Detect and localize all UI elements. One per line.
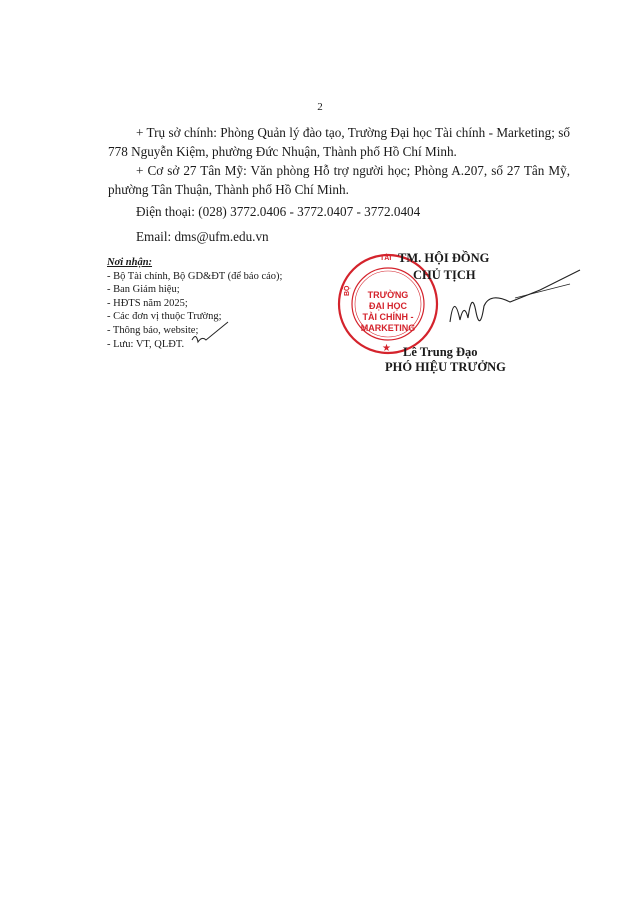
seal-line: TRƯỜNG bbox=[367, 290, 409, 300]
seal-line: TÀI CHÍNH - bbox=[362, 312, 414, 322]
headquarters-text: + Trụ sở chính: Phòng Quản lý đào tạo, Trường Đại học Tài chính - Marketing; số 778 Nguyễn Kiệm, phường Đức Nhuận, Thành phố Hồ Chí Minh. bbox=[108, 125, 570, 159]
signer-name: Lê Trung Đạo bbox=[403, 345, 478, 359]
recipient-item: - Bộ Tài chính, Bộ GD&ĐT (để báo cáo); bbox=[107, 270, 283, 282]
recipient-item: - HĐTS năm 2025; bbox=[107, 297, 188, 309]
seal-ring-left-text: BỘ bbox=[344, 285, 351, 296]
contact-phone: Điện thoại: (028) 3772.0406 - 3772.0407 - 3772.0404 bbox=[136, 204, 421, 219]
recipient-item: - Thông báo, website; bbox=[107, 324, 199, 336]
page-number: 2 bbox=[317, 101, 323, 113]
seal-star-icon: ★ bbox=[382, 343, 391, 354]
recipients-title: Nơi nhận: bbox=[107, 257, 153, 268]
recipient-item: - Lưu: VT, QLĐT. bbox=[107, 338, 185, 350]
campus-text: + Cơ sở 27 Tân Mỹ: Văn phòng Hỗ trợ người học; Phòng A.207, số 27 Tân Mỹ, phường Tân Thuận, Thành phố Hồ Chí Minh. bbox=[108, 163, 570, 197]
seal-line: MARKETING bbox=[360, 323, 416, 333]
recipient-item: - Ban Giám hiệu; bbox=[107, 284, 180, 296]
initials-scribble bbox=[190, 318, 230, 346]
signer-role: PHÓ HIỆU TRƯỞNG bbox=[385, 360, 506, 374]
contact-campus bbox=[108, 162, 570, 199]
contact-email: Email: dms@ufm.edu.vn bbox=[136, 229, 269, 244]
contact-headquarters bbox=[108, 124, 570, 161]
seal-line: ĐẠI HỌC bbox=[369, 301, 407, 311]
seal-ring-top-text: TÀI bbox=[380, 255, 392, 262]
signature-title-line2: CHỦ TỊCH bbox=[413, 268, 476, 282]
signature-title-line1: TM. HỘI ĐỒNG bbox=[398, 251, 490, 265]
recipient-item: - Các đơn vị thuộc Trường; bbox=[107, 311, 222, 323]
